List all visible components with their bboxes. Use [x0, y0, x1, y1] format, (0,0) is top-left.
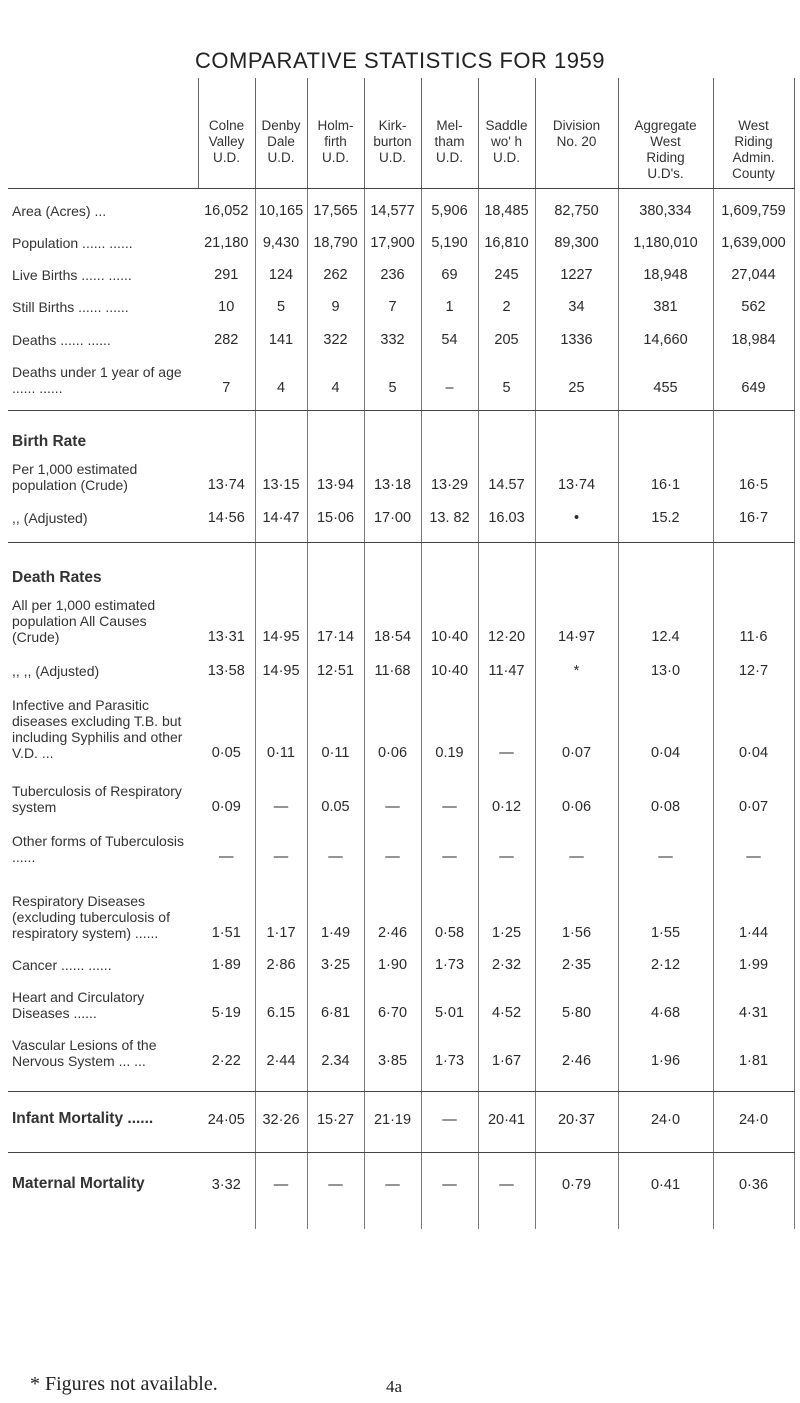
- value-cell: 1·99: [713, 947, 794, 979]
- value-cell: 5,190: [421, 224, 478, 256]
- value-cell: 1·49: [307, 879, 364, 947]
- value-cell: 14.57: [478, 451, 535, 498]
- value-cell: 15.2: [618, 498, 713, 543]
- value-cell: 2·32: [478, 947, 535, 979]
- value-cell: 18,948: [618, 256, 713, 288]
- row-label: Cancer ...... ......: [12, 957, 112, 973]
- value-cell: 15·27: [307, 1092, 364, 1153]
- value-cell: 4: [255, 353, 307, 411]
- value-cell: —: [307, 1153, 364, 1230]
- header-label-cell: [8, 78, 198, 189]
- value-cell: 0·04: [618, 687, 713, 769]
- column-header: [713, 78, 794, 189]
- value-cell: —: [255, 769, 307, 823]
- value-cell: 1,180,010: [618, 224, 713, 256]
- value-cell: 24·0: [713, 1092, 794, 1153]
- row-label: Tuberculosis of Respiratory system: [12, 783, 182, 815]
- empty-cell: [478, 543, 535, 588]
- row-label: ,, (Adjusted): [8, 498, 198, 543]
- column-header-line: Mel-: [436, 118, 463, 133]
- value-cell: 18,790: [307, 224, 364, 256]
- column-header-line: Aggregate: [634, 118, 697, 133]
- value-cell: 649: [713, 353, 794, 411]
- row-label: All per 1,000 estimated population All Causes (Crude): [12, 597, 156, 645]
- value-cell: 14,577: [364, 189, 421, 225]
- value-cell: 14·95: [255, 587, 307, 651]
- column-header-line: U.D.: [322, 150, 349, 165]
- column-header-line: U.D.: [379, 150, 406, 165]
- empty-cell: [198, 543, 255, 588]
- column-header-line: Saddle: [485, 118, 528, 133]
- value-cell: 0·58: [421, 879, 478, 947]
- value-cell: 141: [255, 320, 307, 353]
- value-cell: 4: [307, 353, 364, 411]
- value-cell: 12.4: [618, 587, 713, 651]
- value-cell: 124: [255, 256, 307, 288]
- value-cell: 2·86: [255, 947, 307, 979]
- value-cell: 0.19: [421, 687, 478, 769]
- value-cell: 0·07: [713, 769, 794, 823]
- value-cell: 13·58: [198, 651, 255, 687]
- value-cell: 0·07: [535, 687, 618, 769]
- value-cell: 16,052: [198, 189, 255, 225]
- value-cell: 7: [198, 353, 255, 411]
- value-cell: 381: [618, 288, 713, 320]
- value-cell: 1336: [535, 320, 618, 353]
- column-header-line: firth: [324, 134, 347, 149]
- value-cell: 9: [307, 288, 364, 320]
- value-cell: —: [713, 823, 794, 879]
- page-number: 4a: [386, 1377, 403, 1396]
- value-cell: 16·5: [713, 451, 794, 498]
- value-cell: 13·74: [198, 451, 255, 498]
- value-cell: 18·54: [364, 587, 421, 651]
- column-header-line: No. 20: [556, 134, 597, 149]
- column-header-line: Valley: [208, 134, 245, 149]
- row-label: ,, ,, (Adjusted): [12, 663, 100, 679]
- value-cell: 4·52: [478, 979, 535, 1027]
- value-cell: 1·56: [535, 879, 618, 947]
- column-header: [364, 78, 421, 189]
- value-cell: 7: [364, 288, 421, 320]
- empty-cell: [421, 411, 478, 452]
- value-cell: 0·79: [535, 1153, 618, 1230]
- section-heading: Death Rates: [12, 569, 102, 586]
- value-cell: 32·26: [255, 1092, 307, 1153]
- value-cell: —: [364, 769, 421, 823]
- value-cell: —: [421, 769, 478, 823]
- row-label: Infant Mortality ......: [8, 1092, 198, 1153]
- table-row: [8, 498, 794, 543]
- column-header-line: Holm-: [317, 118, 354, 133]
- value-cell: 282: [198, 320, 255, 353]
- value-cell: 262: [307, 256, 364, 288]
- table-row: [8, 769, 794, 823]
- value-cell: 5·01: [421, 979, 478, 1027]
- value-cell: 16·7: [713, 498, 794, 543]
- column-header-line: County: [732, 166, 775, 181]
- row-label: Heart and Circulatory Diseases ......: [12, 989, 145, 1021]
- row-label: Per 1,000 estimated population (Crude): [12, 461, 138, 493]
- value-cell: 2·35: [535, 947, 618, 979]
- value-cell: 13·29: [421, 451, 478, 498]
- column-header-line: Dale: [267, 134, 295, 149]
- value-cell: 4·68: [618, 979, 713, 1027]
- value-cell: —: [478, 687, 535, 769]
- value-cell: 3·25: [307, 947, 364, 979]
- table-row: [8, 979, 794, 1027]
- value-cell: —: [478, 823, 535, 879]
- column-header-line: wo' h: [490, 134, 523, 149]
- value-cell: 2.34: [307, 1027, 364, 1092]
- value-cell: 10: [198, 288, 255, 320]
- value-cell: 9,430: [255, 224, 307, 256]
- value-cell: 14·47: [255, 498, 307, 543]
- column-header-line: Kirk-: [378, 118, 407, 133]
- column-header: [421, 78, 478, 189]
- value-cell: 82,750: [535, 189, 618, 225]
- empty-cell: [198, 411, 255, 452]
- value-cell: 11·68: [364, 651, 421, 687]
- value-cell: 1·55: [618, 879, 713, 947]
- value-cell: 11·6: [713, 587, 794, 651]
- value-cell: —: [198, 823, 255, 879]
- value-cell: 13·94: [307, 451, 364, 498]
- value-cell: 3·85: [364, 1027, 421, 1092]
- row-label: Live Births ...... ......: [12, 267, 132, 283]
- row-label: Respiratory Diseases (excluding tuberculosis of respiratory system) ......: [12, 893, 170, 941]
- table-row: [8, 288, 794, 320]
- value-cell: 0·06: [535, 769, 618, 823]
- value-cell: —: [421, 1153, 478, 1230]
- empty-cell: [255, 411, 307, 452]
- value-cell: 5·19: [198, 979, 255, 1027]
- value-cell: 1·44: [713, 879, 794, 947]
- value-cell: 16.03: [478, 498, 535, 543]
- value-cell: 14·95: [255, 651, 307, 687]
- value-cell: 89,300: [535, 224, 618, 256]
- row-label: Still Births ...... ......: [12, 299, 129, 315]
- value-cell: 0·41: [618, 1153, 713, 1230]
- value-cell: —: [421, 1092, 478, 1153]
- empty-cell: [364, 411, 421, 452]
- value-cell: 24·05: [198, 1092, 255, 1153]
- value-cell: 10·40: [421, 651, 478, 687]
- table-header: [8, 78, 794, 189]
- value-cell: 6·81: [307, 979, 364, 1027]
- value-cell: 14,660: [618, 320, 713, 353]
- empty-cell: [713, 411, 794, 452]
- empty-cell: [535, 411, 618, 452]
- table-row: [8, 1153, 794, 1230]
- table-row: [8, 353, 794, 411]
- value-cell: 11·47: [478, 651, 535, 687]
- value-cell: —: [535, 823, 618, 879]
- table-row: [8, 224, 794, 256]
- empty-cell: [307, 543, 364, 588]
- value-cell: 12·7: [713, 651, 794, 687]
- value-cell: 1·17: [255, 879, 307, 947]
- row-label: Deaths ...... ......: [12, 332, 111, 348]
- column-header: [255, 78, 307, 189]
- value-cell: 5,906: [421, 189, 478, 225]
- value-cell: 18,485: [478, 189, 535, 225]
- value-cell: 2·46: [535, 1027, 618, 1092]
- column-header: [478, 78, 535, 189]
- value-cell: —: [478, 1153, 535, 1230]
- value-cell: 16,810: [478, 224, 535, 256]
- row-label: Other forms of Tuberculosis ......: [12, 833, 184, 865]
- value-cell: —: [364, 823, 421, 879]
- value-cell: —: [255, 1153, 307, 1230]
- value-cell: 0·06: [364, 687, 421, 769]
- value-cell: 1·73: [421, 1027, 478, 1092]
- value-cell: 1,639,000: [713, 224, 794, 256]
- value-cell: 12·51: [307, 651, 364, 687]
- value-cell: 3·32: [198, 1153, 255, 1230]
- page-title: COMPARATIVE STATISTICS FOR 1959: [195, 48, 605, 73]
- empty-cell: [618, 411, 713, 452]
- value-cell: 10·40: [421, 587, 478, 651]
- value-cell: 245: [478, 256, 535, 288]
- section-heading: Birth Rate: [12, 433, 87, 450]
- value-cell: —: [255, 823, 307, 879]
- value-cell: 1227: [535, 256, 618, 288]
- value-cell: 13·0: [618, 651, 713, 687]
- value-cell: 1·96: [618, 1027, 713, 1092]
- value-cell: 13·15: [255, 451, 307, 498]
- row-label: Area (Acres) ...: [12, 203, 107, 219]
- value-cell: 236: [364, 256, 421, 288]
- value-cell: 12·20: [478, 587, 535, 651]
- value-cell: 291: [198, 256, 255, 288]
- value-cell: 27,044: [713, 256, 794, 288]
- value-cell: 5: [364, 353, 421, 411]
- row-label: Vascular Lesions of the Nervous System ... ...: [8, 1027, 198, 1092]
- value-cell: 13·31: [198, 587, 255, 651]
- row-label: Population ...... ......: [12, 235, 133, 251]
- value-cell: 5·80: [535, 979, 618, 1027]
- value-cell: 17,565: [307, 189, 364, 225]
- table-row: [8, 651, 794, 687]
- value-cell: 0·12: [478, 769, 535, 823]
- table-row: [8, 1027, 794, 1092]
- value-cell: 13·18: [364, 451, 421, 498]
- column-header: [535, 78, 618, 189]
- value-cell: —: [364, 1153, 421, 1230]
- column-header-line: U.D.: [267, 150, 295, 165]
- value-cell: 1·25: [478, 879, 535, 947]
- value-cell: 5: [478, 353, 535, 411]
- value-cell: 10,165: [255, 189, 307, 225]
- value-cell: 0·04: [713, 687, 794, 769]
- column-header-line: Admin.: [732, 150, 775, 165]
- table-row: [8, 947, 794, 979]
- value-cell: 20·37: [535, 1092, 618, 1153]
- value-cell: 2·22: [198, 1027, 255, 1092]
- column-header-line: U.D's.: [647, 166, 684, 181]
- value-cell: 1,609,759: [713, 189, 794, 225]
- empty-cell: [535, 543, 618, 588]
- value-cell: 1·67: [478, 1027, 535, 1092]
- value-cell: 5: [255, 288, 307, 320]
- statistics-table: [8, 78, 795, 1229]
- value-cell: 16·1: [618, 451, 713, 498]
- column-header-line: U.D.: [213, 150, 240, 165]
- column-header: [198, 78, 255, 189]
- value-cell: •: [535, 498, 618, 543]
- row-label: Deaths under 1 year of age ...... ......: [8, 353, 198, 411]
- value-cell: 1·51: [198, 879, 255, 947]
- column-header-line: West: [738, 118, 769, 133]
- table-row: [8, 687, 794, 769]
- value-cell: 14·56: [198, 498, 255, 543]
- column-header-line: Colne: [208, 118, 245, 133]
- value-cell: 17·14: [307, 587, 364, 651]
- value-cell: 1: [421, 288, 478, 320]
- value-cell: 2·12: [618, 947, 713, 979]
- section-heading-row: [8, 543, 794, 588]
- value-cell: 1·81: [713, 1027, 794, 1092]
- empty-cell: [421, 543, 478, 588]
- value-cell: 20·41: [478, 1092, 535, 1153]
- value-cell: 0·09: [198, 769, 255, 823]
- column-header-line: U.D.: [436, 150, 463, 165]
- empty-cell: [618, 543, 713, 588]
- table-row: [8, 1092, 794, 1153]
- value-cell: —: [421, 823, 478, 879]
- value-cell: —: [307, 823, 364, 879]
- table-row: [8, 189, 794, 225]
- value-cell: 6.15: [255, 979, 307, 1027]
- column-header-line: burton: [373, 134, 412, 149]
- table-row: [8, 587, 794, 651]
- footnote: * Figures not available.: [30, 1373, 218, 1395]
- table-row: [8, 256, 794, 288]
- value-cell: 322: [307, 320, 364, 353]
- column-header-line: Division: [552, 118, 601, 133]
- value-cell: *: [535, 651, 618, 687]
- empty-cell: [364, 543, 421, 588]
- value-cell: 34: [535, 288, 618, 320]
- value-cell: 1·89: [198, 947, 255, 979]
- value-cell: 0·11: [307, 687, 364, 769]
- value-cell: 17·00: [364, 498, 421, 543]
- column-header-line: West: [650, 134, 681, 149]
- value-cell: 4·31: [713, 979, 794, 1027]
- table-row: [8, 451, 794, 498]
- column-header-line: tham: [434, 134, 465, 149]
- value-cell: 2: [478, 288, 535, 320]
- value-cell: 18,984: [713, 320, 794, 353]
- empty-cell: [713, 543, 794, 588]
- value-cell: 25: [535, 353, 618, 411]
- column-header: [618, 78, 713, 189]
- value-cell: –: [421, 353, 478, 411]
- value-cell: 332: [364, 320, 421, 353]
- value-cell: 1·73: [421, 947, 478, 979]
- value-cell: 0·11: [255, 687, 307, 769]
- section-heading-row: [8, 411, 794, 452]
- row-label: Maternal Mortality: [12, 1175, 145, 1192]
- value-cell: 13·74: [535, 451, 618, 498]
- column-header-line: U.D.: [493, 150, 520, 165]
- value-cell: 54: [421, 320, 478, 353]
- value-cell: 0·05: [198, 687, 255, 769]
- empty-cell: [307, 411, 364, 452]
- value-cell: 455: [618, 353, 713, 411]
- value-cell: 69: [421, 256, 478, 288]
- value-cell: 6·70: [364, 979, 421, 1027]
- value-cell: 1·90: [364, 947, 421, 979]
- column-header-line: Riding: [646, 150, 685, 165]
- value-cell: 21·19: [364, 1092, 421, 1153]
- value-cell: 15·06: [307, 498, 364, 543]
- value-cell: 21,180: [198, 224, 255, 256]
- value-cell: 2·44: [255, 1027, 307, 1092]
- value-cell: 0·08: [618, 769, 713, 823]
- value-cell: 17,900: [364, 224, 421, 256]
- value-cell: 380,334: [618, 189, 713, 225]
- row-label: Infective and Parasitic diseases excluding T.B. but including Syphilis and other V.D. ...: [12, 697, 183, 761]
- value-cell: 0.05: [307, 769, 364, 823]
- value-cell: 0·36: [713, 1153, 794, 1230]
- column-header: [307, 78, 364, 189]
- value-cell: 13. 82: [421, 498, 478, 543]
- table-row: [8, 879, 794, 947]
- value-cell: —: [618, 823, 713, 879]
- empty-cell: [478, 411, 535, 452]
- value-cell: 562: [713, 288, 794, 320]
- table-row: [8, 823, 794, 879]
- value-cell: 205: [478, 320, 535, 353]
- value-cell: 24·0: [618, 1092, 713, 1153]
- column-header-line: Denby: [261, 118, 301, 133]
- empty-cell: [255, 543, 307, 588]
- value-cell: 2·46: [364, 879, 421, 947]
- table-row: [8, 320, 794, 353]
- value-cell: 14·97: [535, 587, 618, 651]
- column-header-line: Riding: [734, 134, 773, 149]
